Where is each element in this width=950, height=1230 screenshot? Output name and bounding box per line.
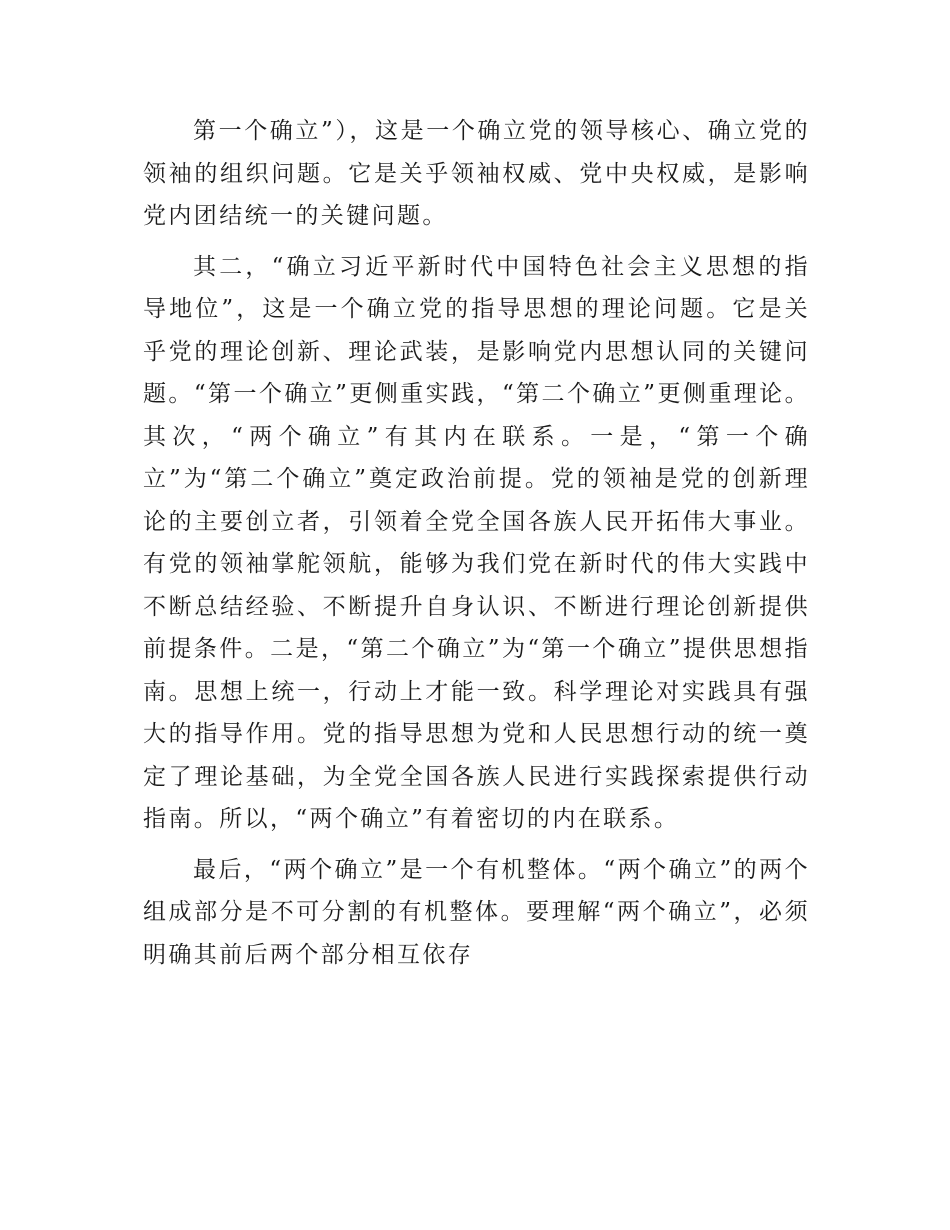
document-body	[143, 110, 810, 984]
paragraph-3: 最后，“两个确立”是一个有机整体。“两个确立”的两个组成部分是不可分割的有机整体。要理解“两个确立”，必须明确其前后两个部分相互依存	[143, 856, 810, 968]
paragraph-1: 第一个确立”），这是一个确立党的领导核心、确立党的领袖的组织问题。它是关乎领袖权威、党中央权威，是影响党内团结统一的关键问题。	[143, 118, 810, 229]
paragraph-2: 其二，“确立习近平新时代中国特色社会主义思想的指导地位”，这是一个确立党的指导思想的理论问题。它是关乎党的理论创新、理论武装，是影响党内思想认同的关键问题。“第一个确立”更侧重实践，“第二个确立”更侧重理论。其次，“两个确立”有其内在联系。一是，“第一个确立”为“第二个确立”奠定政治前提。党的领袖是党的创新理论的主要创立者，引领着全党全国各族人民开拓伟大事业。有党的领袖掌舵领航，能够为我们党在新时代的伟大实践中不断总结经验、不断提升自身认识、不断进行理论创新提供前提条件。二是，“第二个确立”为“第一个确立”提供思想指南。思想上统一，行动上才能一致。科学理论对实践具有强大的指导作用。党的指导思想为党和人民思想行动的统一奠定了理论基础，为全党全国各族人民进行实践探索提供行动指南。所以，“两个确立”有着密切的内在联系。	[143, 253, 810, 832]
